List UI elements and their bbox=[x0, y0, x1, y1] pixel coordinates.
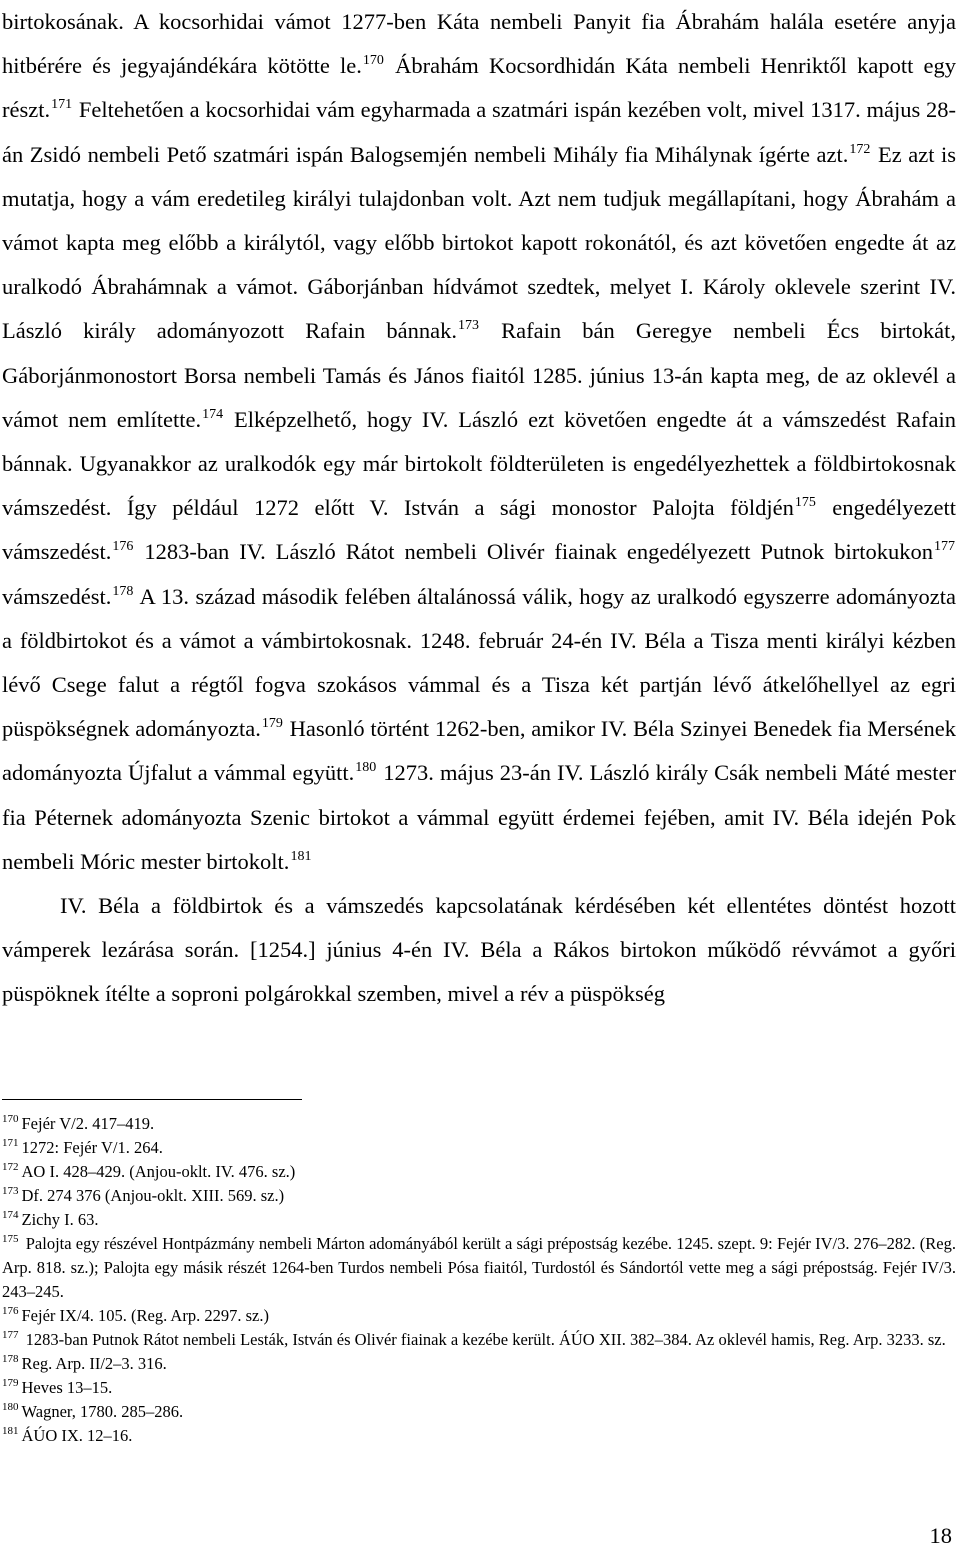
footnote bbox=[2, 1304, 956, 1328]
footnote-ref[interactable]: 171 bbox=[51, 97, 73, 113]
footnote-number: 174 bbox=[2, 1209, 19, 1221]
body-text bbox=[2, 0, 956, 1017]
footnote-number: 171 bbox=[2, 1137, 19, 1149]
text-run: Rafain bán Geregye nembeli Écs birtokát, Gáborjánmonostort Borsa nembeli Tamás és János fiaitól 1285. június 13-án kapta meg, de az oklevél a vámot nem említette. bbox=[2, 318, 956, 432]
footnote-text: 1283-ban Putnok Rátot nembeli Lesták, István és Olivér fiainak a kezébe került. ÁÚO XII. 382–384. Az oklevél hamis, Reg. Arp. 3233. sz. bbox=[21, 1330, 946, 1349]
footnote-ref[interactable]: 181 bbox=[290, 848, 312, 864]
text-run: engedélyezett vámszedést. bbox=[2, 495, 956, 565]
text-run: Ábrahám Kocsordhidán Káta nembeli Henriktől kapott egy részt. bbox=[2, 53, 956, 123]
footnote bbox=[2, 1328, 956, 1352]
footnote-ref[interactable]: 178 bbox=[112, 583, 134, 599]
footnote-number: 176 bbox=[2, 1305, 19, 1317]
text-run: Elképzelhető, hogy IV. László ezt követően engedte át a vámszedést Rafain bánnak. Ugyanakkor az uralkodók egy már birtokolt földterületen is engedélyezhettek a földbirtokosnak vámszedést. Így például 1272 előtt V. István a sági monostor Palojta földjén bbox=[2, 406, 956, 521]
footnote-number: 178 bbox=[2, 1353, 19, 1365]
footnote bbox=[2, 1376, 956, 1400]
footnote-ref[interactable]: 176 bbox=[112, 539, 134, 555]
footnote-separator bbox=[2, 1099, 302, 1100]
text-run: A 13. század második felében általánossá válik, hogy az uralkodó egyszerre adományozta a földbirtokot és a vámot a vámbirtokosnak. 1248. február 24-én IV. Béla a Tisza menti királyi kézben lévő Csege falut a régtől fogva szokásos vámmal és a Tisza két partján lévő átkelőhellyel az egri püspökségnek adományozta. bbox=[2, 583, 956, 742]
footnote-text: AO I. 428–429. (Anjou-oklt. IV. 476. sz.) bbox=[21, 1162, 296, 1181]
footnote-text: 1272: Fejér V/1. 264. bbox=[21, 1138, 163, 1157]
footnote-number: 172 bbox=[2, 1161, 19, 1173]
footnote-text: ÁÚO IX. 12–16. bbox=[21, 1426, 133, 1445]
footnote-text: Reg. Arp. II/2–3. 316. bbox=[21, 1354, 167, 1373]
footnote-number: 170 bbox=[2, 1113, 19, 1125]
footnote bbox=[2, 1208, 956, 1232]
footnote-number: 179 bbox=[2, 1377, 19, 1389]
footnote-number: 180 bbox=[2, 1401, 19, 1413]
text-run: vámszedést. bbox=[2, 583, 112, 609]
text-run: Hasonló történt 1262-ben, amikor IV. Béla Szinyei Benedek fia Mersének adományozta Újfalut a vámmal együtt. bbox=[2, 716, 956, 786]
footnote-text: Wagner, 1780. 285–286. bbox=[21, 1402, 184, 1421]
footnote-text: Fejér V/2. 417–419. bbox=[21, 1114, 155, 1133]
footnote bbox=[2, 1136, 956, 1160]
footnote-number: 181 bbox=[2, 1425, 19, 1437]
footnotes bbox=[2, 1112, 956, 1448]
text-run: 1283-ban IV. László Rátot nembeli Olivér fiainak engedélyezett Putnok birtokukon bbox=[134, 539, 933, 565]
footnote-ref[interactable]: 179 bbox=[261, 716, 283, 732]
footnote bbox=[2, 1400, 956, 1424]
footnote-text: Palojta egy részével Hontpázmány nembeli Márton adományából került a sági prépostság kezébe. 1245. szept. 9: Fejér IV/3. 276–282. (Reg. Arp. 818. sz.); Palojta egy másik részét 1264-ben Turdos nembeli Pósa fiaitól, Turdostól és Sándortól vette meg a sági prépostság. Fejér IV/3. 243–245. bbox=[2, 1234, 956, 1301]
footnote-number: 173 bbox=[2, 1185, 19, 1197]
footnote-text: Df. 274 376 (Anjou-oklt. XIII. 569. sz.) bbox=[21, 1186, 285, 1205]
footnote bbox=[2, 1424, 956, 1448]
paragraph bbox=[2, 0, 956, 884]
text-run: birtokosának. A kocsorhidai vámot 1277-ben Káta nembeli Panyit fia Ábrahám halála esetére anyja hitbérére és jegyajándékára kötötte le. bbox=[2, 9, 956, 79]
paragraph bbox=[2, 884, 956, 1017]
footnote bbox=[2, 1352, 956, 1376]
footnote-number: 177 bbox=[2, 1329, 19, 1341]
footnote bbox=[2, 1160, 956, 1184]
footnote bbox=[2, 1184, 956, 1208]
footnote-ref[interactable]: 172 bbox=[849, 141, 871, 157]
text-run: IV. Béla a földbirtok és a vámszedés kapcsolatának kérdésében két ellentétes döntést hozott vámperek lezárása során. [1254.] június 4-én IV. Béla a Rákos birtokon működő révvámot a győri püspöknek ítélte a soproni polgárokkal szemben, mivel a rév a püspökség bbox=[2, 893, 956, 1007]
footnote-ref[interactable]: 175 bbox=[794, 495, 816, 511]
footnote-number: 175 bbox=[2, 1233, 19, 1245]
footnote-ref[interactable]: 170 bbox=[362, 53, 384, 69]
page-number: 18 bbox=[929, 1523, 952, 1548]
text-run: 1273. május 23-án IV. László király Csák nembeli Máté mester fia Péternek adományozta Szenic birtokot a vámmal együtt érdemei fejében, amit IV. Béla idején Pok nembeli Móric mester birtokolt. bbox=[2, 760, 956, 874]
footnote-ref[interactable]: 174 bbox=[202, 406, 224, 422]
footnote-ref[interactable]: 177 bbox=[934, 539, 955, 555]
footnote-text: Zichy I. 63. bbox=[21, 1210, 99, 1229]
footnote bbox=[2, 1112, 956, 1136]
text-run: Feltehetően a kocsorhidai vám egyharmada a szatmári ispán kezében volt, mivel 1317. május 28-án Zsidó nembeli Pető szatmári ispán Balogsemjén nembeli Mihály fia Mihálynak ígérte azt. bbox=[2, 97, 956, 167]
footnote-text: Heves 13–15. bbox=[21, 1378, 113, 1397]
footnote-text: Fejér IX/4. 105. (Reg. Arp. 2297. sz.) bbox=[21, 1306, 269, 1325]
footnote-ref[interactable]: 180 bbox=[355, 760, 377, 776]
text-run: Ez azt is mutatja, hogy a vám eredetileg királyi tulajdonban volt. Azt nem tudjuk megállapítani, hogy Ábrahám a vámot kapta meg előbb a királytól, vagy előbb birtokot kapott rokonától, és azt követően engedte át az uralkodó Ábrahámnak a vámot. Gáborjánban hídvámot szedtek, melyet I. Károly oklevele szerint IV. László király adományozott Rafain bánnak. bbox=[2, 141, 956, 344]
footnote-ref[interactable]: 173 bbox=[458, 318, 479, 334]
footnote bbox=[2, 1232, 956, 1304]
